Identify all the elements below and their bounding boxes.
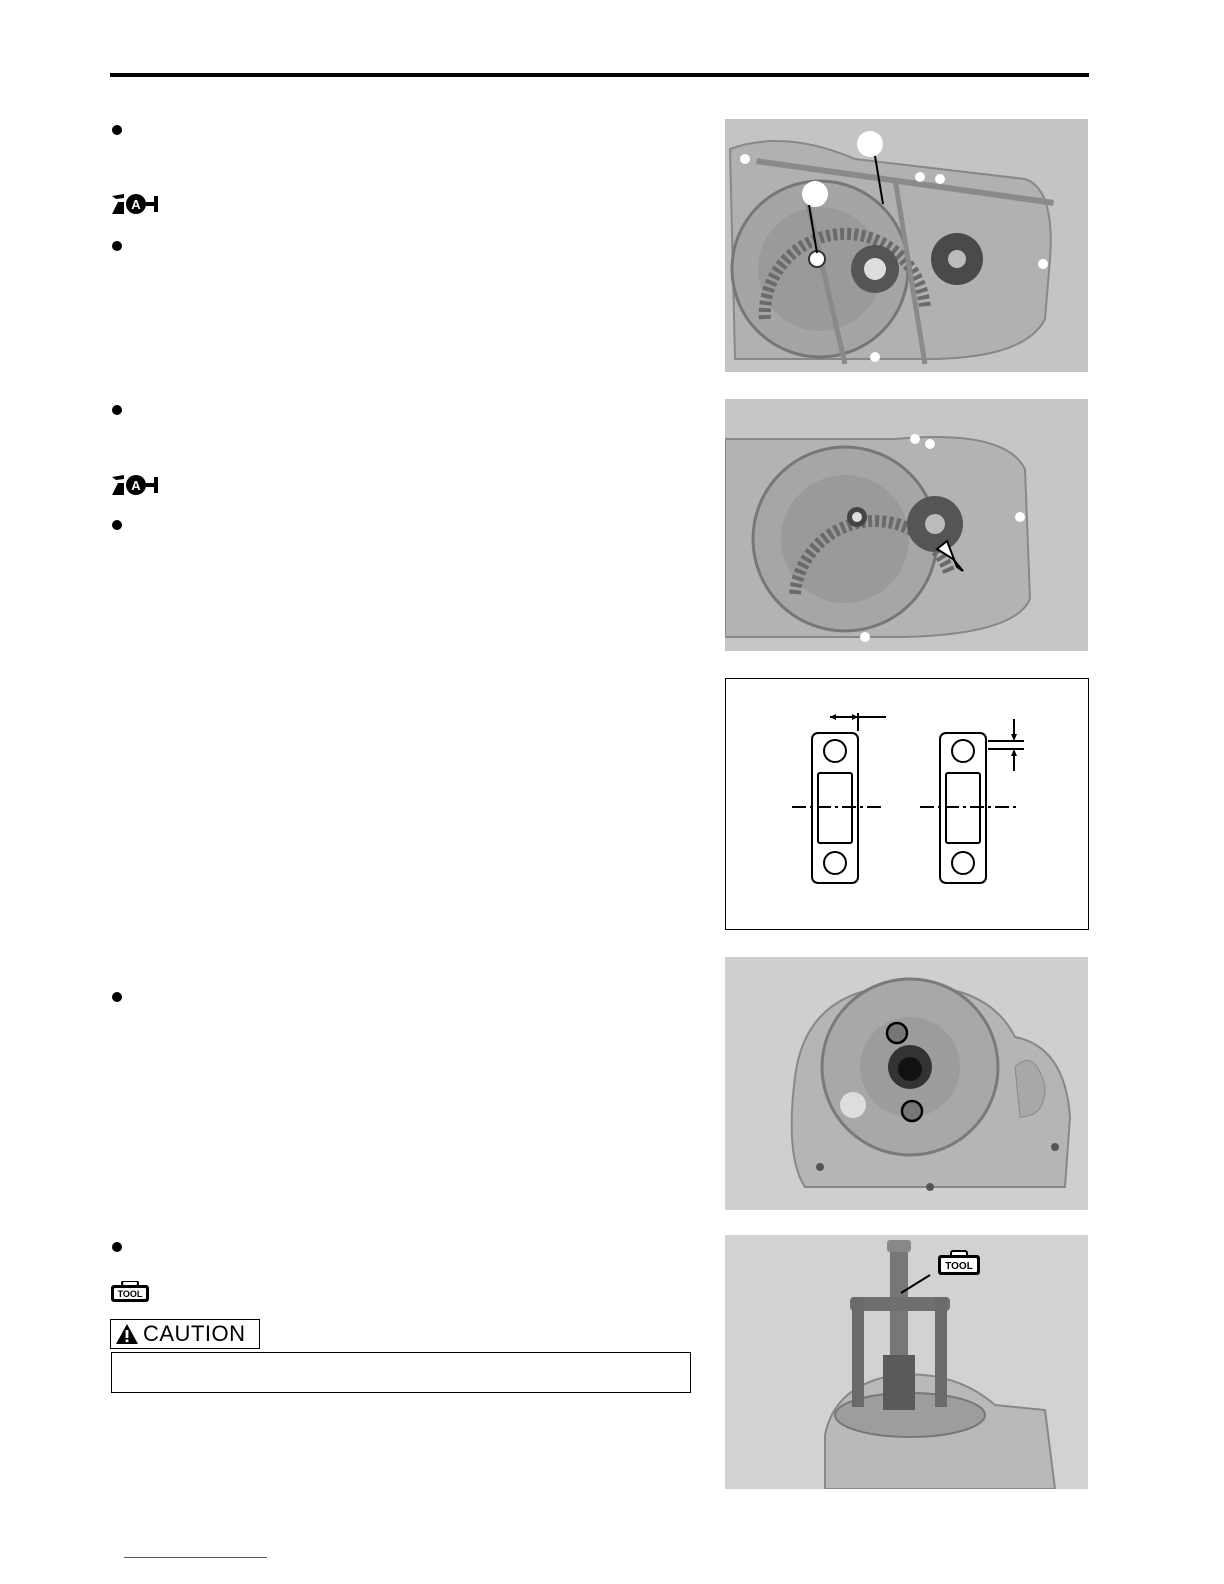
bullet-point xyxy=(112,992,122,1002)
header-rule xyxy=(110,73,1089,77)
figure-photo-crankcase-cover xyxy=(725,957,1088,1210)
callout-marker xyxy=(802,181,828,207)
page-link-underline[interactable] xyxy=(124,1557,267,1558)
circled-bolt-marker xyxy=(902,1101,922,1121)
grease-icon xyxy=(110,471,162,497)
callout-marker xyxy=(857,131,883,157)
svg-text:A: A xyxy=(131,197,141,212)
svg-text:TOOL: TOOL xyxy=(945,1261,973,1272)
caution-text-label: CAUTION xyxy=(143,1321,246,1346)
caution-box xyxy=(111,1352,691,1393)
figure-photo-bearing-puller xyxy=(725,1235,1088,1489)
circled-bolt-marker xyxy=(887,1023,907,1043)
bullet-point xyxy=(112,520,122,530)
figure-photo-clutch-cover-1 xyxy=(725,119,1088,372)
caution-label xyxy=(110,1319,260,1349)
tool-icon xyxy=(110,1281,150,1303)
bullet-point xyxy=(112,1242,122,1252)
svg-text:TOOL: TOOL xyxy=(117,1289,143,1299)
bullet-point xyxy=(112,125,122,135)
figure-photo-clutch-cover-2 xyxy=(725,399,1088,651)
grease-icon xyxy=(110,190,162,216)
svg-text:A: A xyxy=(131,478,141,493)
bullet-point xyxy=(112,241,122,251)
figure-bearing-diagram xyxy=(725,678,1089,930)
bullet-point xyxy=(112,405,122,415)
warning-triangle-icon xyxy=(115,1323,139,1345)
